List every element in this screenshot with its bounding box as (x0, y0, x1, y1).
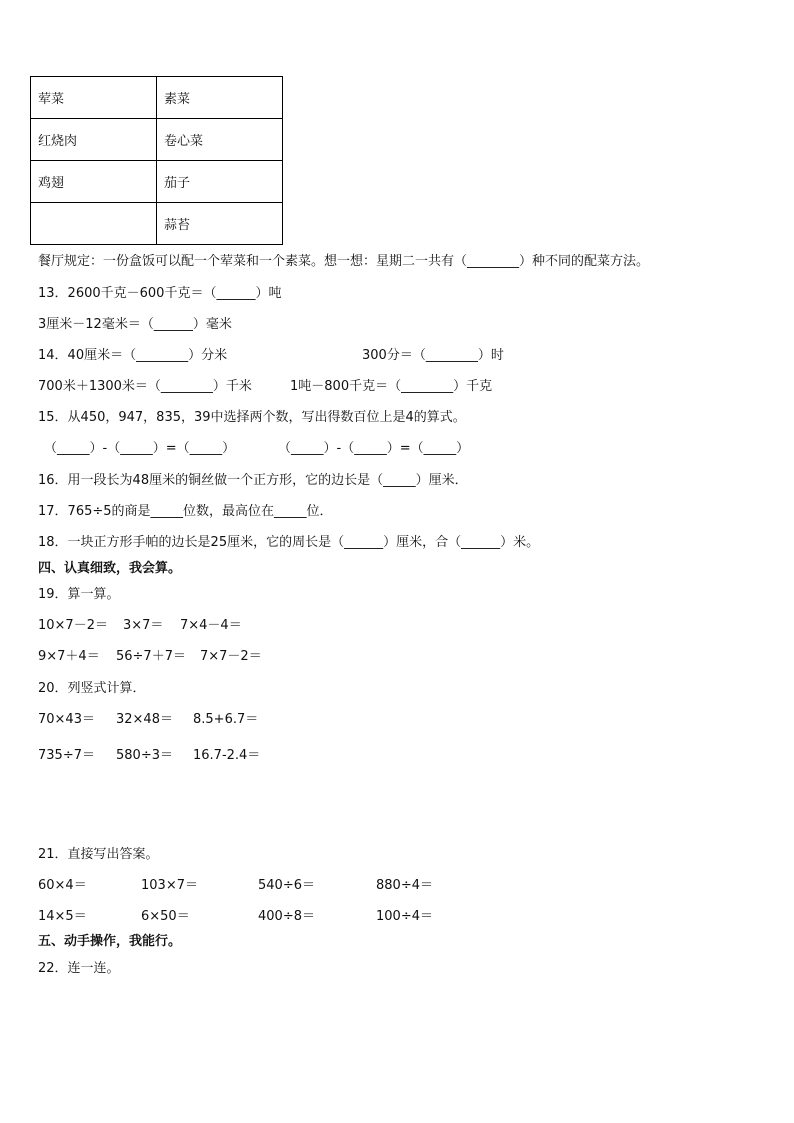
calc-item: 6×50＝ (141, 909, 190, 924)
table-cell: 茄子 (157, 161, 283, 203)
calc-item: 7×7－2＝ (200, 649, 262, 664)
calc-item: 540÷6＝ (258, 878, 315, 893)
calc-item: 10×7－2＝ (38, 618, 108, 633)
question-22: 22．连一连。 (38, 961, 120, 976)
calc-item: 60×4＝ (38, 878, 87, 893)
question-14d: 1吨－800千克＝（________）千克 (290, 379, 493, 394)
table-row (31, 77, 283, 119)
table-cell (31, 203, 157, 245)
question-20: 20．列竖式计算． (38, 681, 146, 696)
table-cell: 红烧肉 (31, 119, 157, 161)
calc-item: 103×7＝ (141, 878, 198, 893)
question-19: 19．算一算。 (38, 587, 120, 602)
question-21: 21．直接写出答案。 (38, 847, 159, 862)
question-17: 17．765÷5的商是_____位数，最高位在_____位． (38, 504, 333, 519)
table-row (31, 203, 283, 245)
question-15-blank-a: （_____）-（_____）=（_____） (44, 441, 236, 456)
calc-item: 32×48＝ (116, 712, 173, 727)
table-cell: 素菜 (157, 77, 283, 119)
question-13a: 13．2600千克－600千克＝（______）吨 (38, 286, 282, 301)
question-16: 16．用一段长为48厘米的铜丝做一个正方形，它的边长是（_____）厘米． (38, 473, 468, 488)
restaurant-rule-question: 餐厅规定：一份盒饭可以配一个荤菜和一个素菜。想一想：星期二一共有（________）种不同的配菜方法。 (38, 254, 650, 269)
question-14c: 700米＋1300米＝（________）千米 (38, 379, 252, 394)
question-14a: 14．40厘米＝（________）分米 (38, 348, 228, 363)
table-cell: 鸡翅 (31, 161, 157, 203)
calc-item: 580÷3＝ (116, 748, 173, 763)
table-cell: 荤菜 (31, 77, 157, 119)
calc-item: 735÷7＝ (38, 748, 95, 763)
calc-item: 9×7＋4＝ (38, 649, 100, 664)
calc-item: 880÷4＝ (376, 878, 433, 893)
table-cell: 卷心菜 (157, 119, 283, 161)
menu-table (30, 76, 283, 245)
calc-item: 16.7-2.4＝ (193, 748, 261, 763)
section-4-heading: 四、认真细致，我会算。 (38, 561, 182, 576)
calc-item: 100÷4＝ (376, 909, 433, 924)
calc-item: 14×5＝ (38, 909, 87, 924)
calc-item: 7×4－4＝ (180, 618, 242, 633)
question-15: 15．从450，947，835，39中选择两个数，写出得数百位上是4的算式。 (38, 410, 466, 425)
table-row (31, 161, 283, 203)
calc-item: 3×7＝ (123, 618, 164, 633)
question-13b: 3厘米－12毫米＝（______）毫米 (38, 317, 232, 332)
calc-item: 56÷7＋7＝ (116, 649, 186, 664)
calc-item: 400÷8＝ (258, 909, 315, 924)
question-15-blank-b: （_____）-（_____）=（_____） (278, 441, 470, 456)
question-18: 18．一块正方形手帕的边长是25厘米，它的周长是（______）厘米，合（______）米。 (38, 535, 540, 550)
calc-item: 8.5+6.7＝ (193, 712, 259, 727)
section-5-heading: 五、动手操作，我能行。 (38, 934, 182, 949)
table-cell: 蒜苔 (157, 203, 283, 245)
question-14b: 300分＝（________）时 (362, 348, 504, 363)
calc-item: 70×43＝ (38, 712, 95, 727)
table-row (31, 119, 283, 161)
